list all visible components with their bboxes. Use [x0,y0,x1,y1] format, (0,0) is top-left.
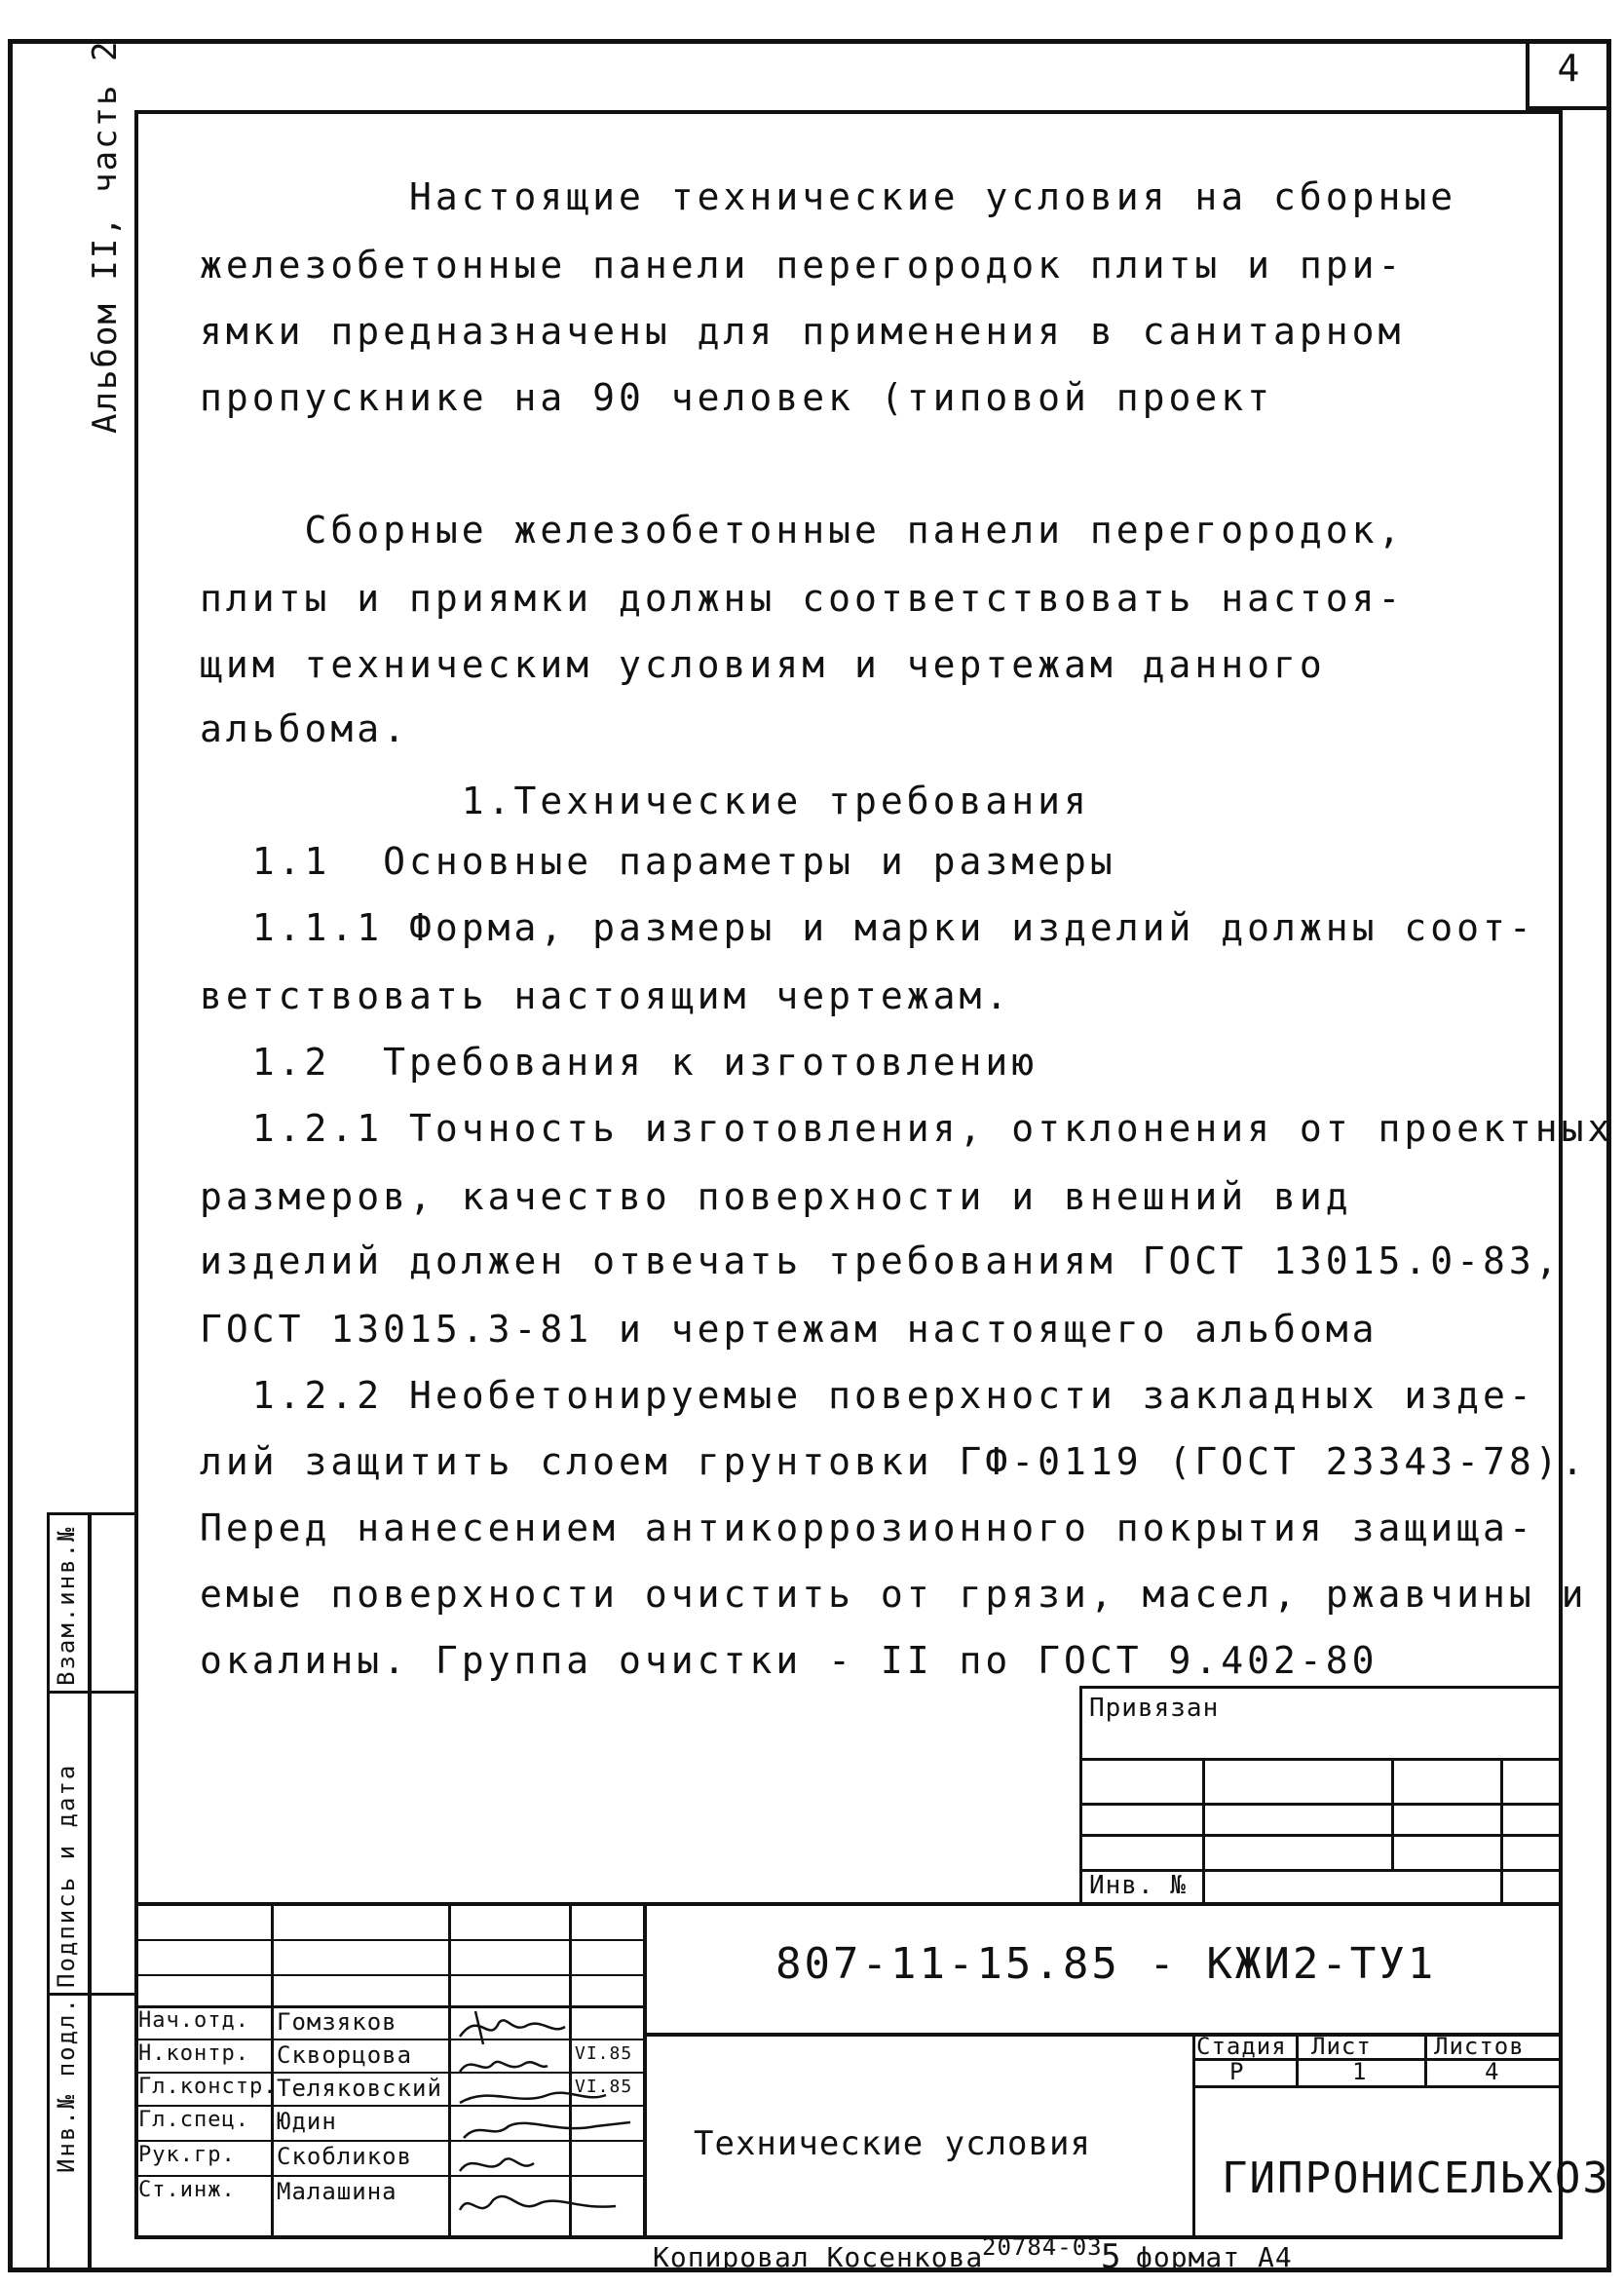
footer-copied: Копировал Косенкова [653,2241,984,2273]
stamp-strip-divider [88,1512,92,2272]
privyazan-row-2 [1079,1803,1563,1806]
body-line: пропускнике на 90 человек (типовой проект [200,376,1273,419]
stage-value: Р [1229,2058,1245,2085]
footer-sheet-no: 5 [1101,2237,1122,2276]
signer-name: Малашина [277,2178,397,2205]
stamp-strip-top [47,1512,134,1515]
stage-col-1 [1192,2033,1195,2239]
signer-role: Гл.спец. [138,2108,249,2132]
body-line: щим техническим условиям и чертежам данного [200,643,1326,686]
sheets-header: Листов [1434,2033,1525,2060]
side-label: Альбом II, часть 2 [86,39,125,434]
tb-top [134,1902,1563,1906]
stage-header: Стадия [1196,2033,1287,2060]
privyazan-col-3 [1500,1758,1503,1902]
privyazan-row-3 [1079,1834,1563,1837]
privyazan-inv: Инв. № [1089,1871,1187,1900]
body-line: ветствовать настоящим чертежам. [200,974,1012,1017]
signer-role: Нач.отд. [138,2008,249,2033]
body-line: Перед нанесением антикоррозионного покрытия защища- [200,1506,1535,1549]
signer-role: Ст.инж. [138,2178,236,2202]
signatures [450,2005,645,2239]
body-line: ГОСТ 13015.3-81 и чертежам настоящего альбома [200,1308,1379,1351]
stamp-strip-sep-1 [47,1691,134,1694]
footer-number: 20784-03 [982,2233,1103,2261]
podpis-data-label: Подпись и дата [53,1763,80,1988]
body-line: ямки предназначены для применения в санитарном [200,310,1405,353]
sheets-value: 4 [1485,2058,1500,2085]
privyazan-title: Привязан [1089,1694,1220,1723]
body-line: Настоящие технические условия на сборные [200,175,1457,218]
signer-name: Скобликов [277,2143,413,2170]
footer-format: формат А4 [1136,2241,1293,2273]
inv-podl-label: Инв.№ подл. [53,1997,80,2173]
body-line: изделий должен отвечать требованиям ГОСТ 13015.0-83, [200,1239,1562,1282]
organization: ГИПРОНИСЕЛЬХОЗ [1222,2154,1610,2203]
tb-row-b [134,1974,643,1976]
body-line: 1.2.1 Точность изготовления, отклонения от проектных [200,1107,1614,1150]
body-line: альбома. [200,707,410,750]
signer-date: VI.85 [575,2043,633,2064]
body-line: 1.1 Основные параметры и размеры [200,840,1116,883]
body-line: емые поверхности очистить от грязи, масел, ржавчины и [200,1573,1588,1616]
signer-role: Гл.констр. [138,2075,278,2099]
body-line: лий защитить слоем грунтовки ГФ-0119 (ГОСТ 23343-78). [200,1440,1588,1483]
doc-code: 807-11-15.85 - КЖИ2-ТУ1 [775,1939,1437,1989]
signer-date: VI.85 [575,2077,633,2097]
stage-row-2 [1192,2085,1563,2088]
signer-name: Скворцова [277,2041,413,2069]
stamp-strip-sep-2 [47,1993,134,1996]
sheet-header: Лист [1311,2033,1372,2060]
stamp-strip-divider-2 [47,1512,50,2272]
doc-title: Технические условия [694,2124,1091,2163]
signer-name: Теляковский [277,2075,442,2102]
body-line: окалины. Группа очистки - II по ГОСТ 9.402-80 [200,1639,1379,1682]
privyazan-row-1 [1079,1758,1563,1761]
body-line: 1.Технические требования [200,780,1090,822]
page-number: 4 [1557,47,1580,90]
body-line: железобетонные панели перегородок плиты и при- [200,244,1405,286]
signer-name: Гомзяков [277,2008,397,2036]
vzam-label: Взам.инв.№ [53,1525,80,1686]
body-line: размеров, качество поверхности и внешний вид [200,1175,1352,1218]
signer-role: Рук.гр. [138,2143,236,2167]
body-line: 1.2.2 Необетонируемые поверхности закладных изде- [200,1374,1535,1417]
signer-name: Юдин [277,2108,337,2135]
tb-col-role [271,1902,274,2239]
sheet-value: 1 [1352,2058,1368,2085]
privyazan-col-1 [1202,1758,1205,1902]
body-line: Сборные железобетонные панели перегородок, [200,509,1405,552]
signer-role: Н.контр. [138,2041,249,2066]
body-line: плиты и приямки должны соответствовать настоя- [200,577,1405,620]
privyazan-col-2 [1391,1758,1394,1869]
body-line: 1.1.1 Форма, размеры и марки изделий должны соот- [200,906,1535,949]
body-line: 1.2 Требования к изготовлению [200,1041,1039,1084]
privyazan-top [1079,1686,1563,1689]
tb-row-a [134,1939,643,1941]
